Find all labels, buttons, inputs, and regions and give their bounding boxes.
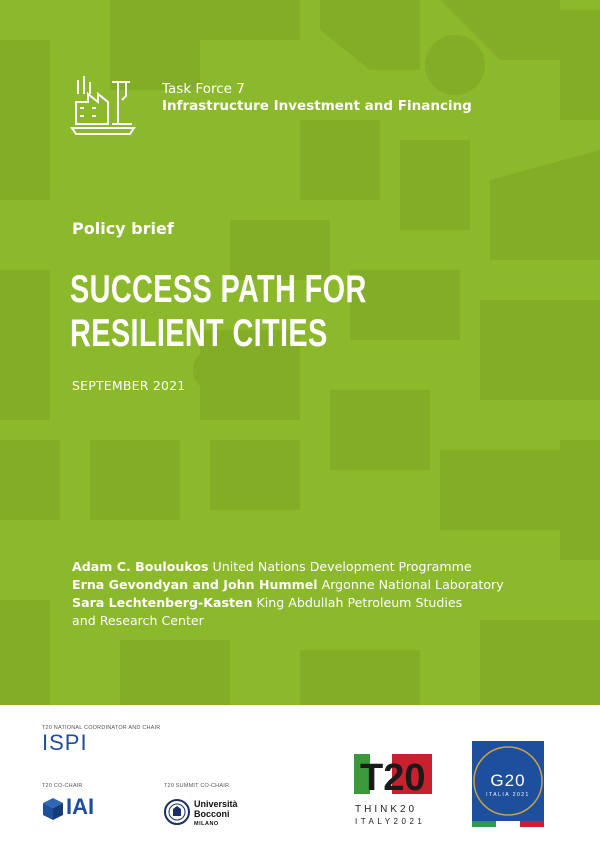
author-affiliation: United Nations Development Programme: [208, 559, 472, 574]
iai-cube-icon: [42, 797, 64, 821]
bocconi-line-1: Università: [194, 799, 238, 809]
author-list: [72, 558, 504, 630]
author-name: Sara Lechtenberg-Kasten: [72, 595, 253, 610]
task-force-name: Infrastructure Investment and Financing: [162, 98, 472, 114]
bocconi-line-2: Bocconi: [194, 809, 230, 819]
page-title: [70, 268, 367, 356]
author-name: Adam C. Bouloukos: [72, 559, 209, 574]
coordinator-caption: T20 NATIONAL COORDINATOR AND CHAIR: [42, 725, 161, 731]
t20-logo-icon: [352, 750, 434, 798]
author-row: [72, 558, 504, 576]
author-name: Erna Gevondyan and John Hummel: [72, 577, 318, 592]
title-line-1: SUCCESS PATH FOR: [70, 268, 367, 311]
ispi-logo: ISPI: [42, 730, 88, 755]
bocconi-line-3: MILANO: [194, 821, 219, 827]
bocconi-seal-icon: [164, 799, 190, 825]
iai-logo: IAI: [66, 794, 95, 819]
author-row: [72, 576, 504, 594]
task-force-number: Task Force 7: [162, 81, 245, 97]
title-line-2: RESILIENT CITIES: [70, 312, 328, 355]
infrastructure-icon: [68, 72, 138, 138]
think20-wordmark: THINK20: [355, 804, 418, 815]
author-affiliation: Argonne National Laboratory: [317, 577, 504, 592]
g20-wordmark: G20: [490, 771, 526, 790]
cochair-caption: T20 CO-CHAIR: [42, 783, 83, 789]
author-affiliation-continued: and Research Center: [72, 613, 204, 628]
think20-subtitle: ITALY2021: [355, 817, 426, 826]
svg-text:T20: T20: [360, 757, 426, 798]
author-affiliation: King Abdullah Petroleum Studies: [252, 595, 463, 610]
g20-subtitle: ITALIA 2021: [486, 792, 530, 798]
document-type: Policy brief: [72, 219, 174, 238]
summit-cochair-caption: T20 SUMMIT CO-CHAIR: [164, 783, 230, 789]
author-row: [72, 594, 504, 612]
bocconi-logo: [194, 799, 238, 829]
publication-date: SEPTEMBER 2021: [72, 378, 186, 393]
